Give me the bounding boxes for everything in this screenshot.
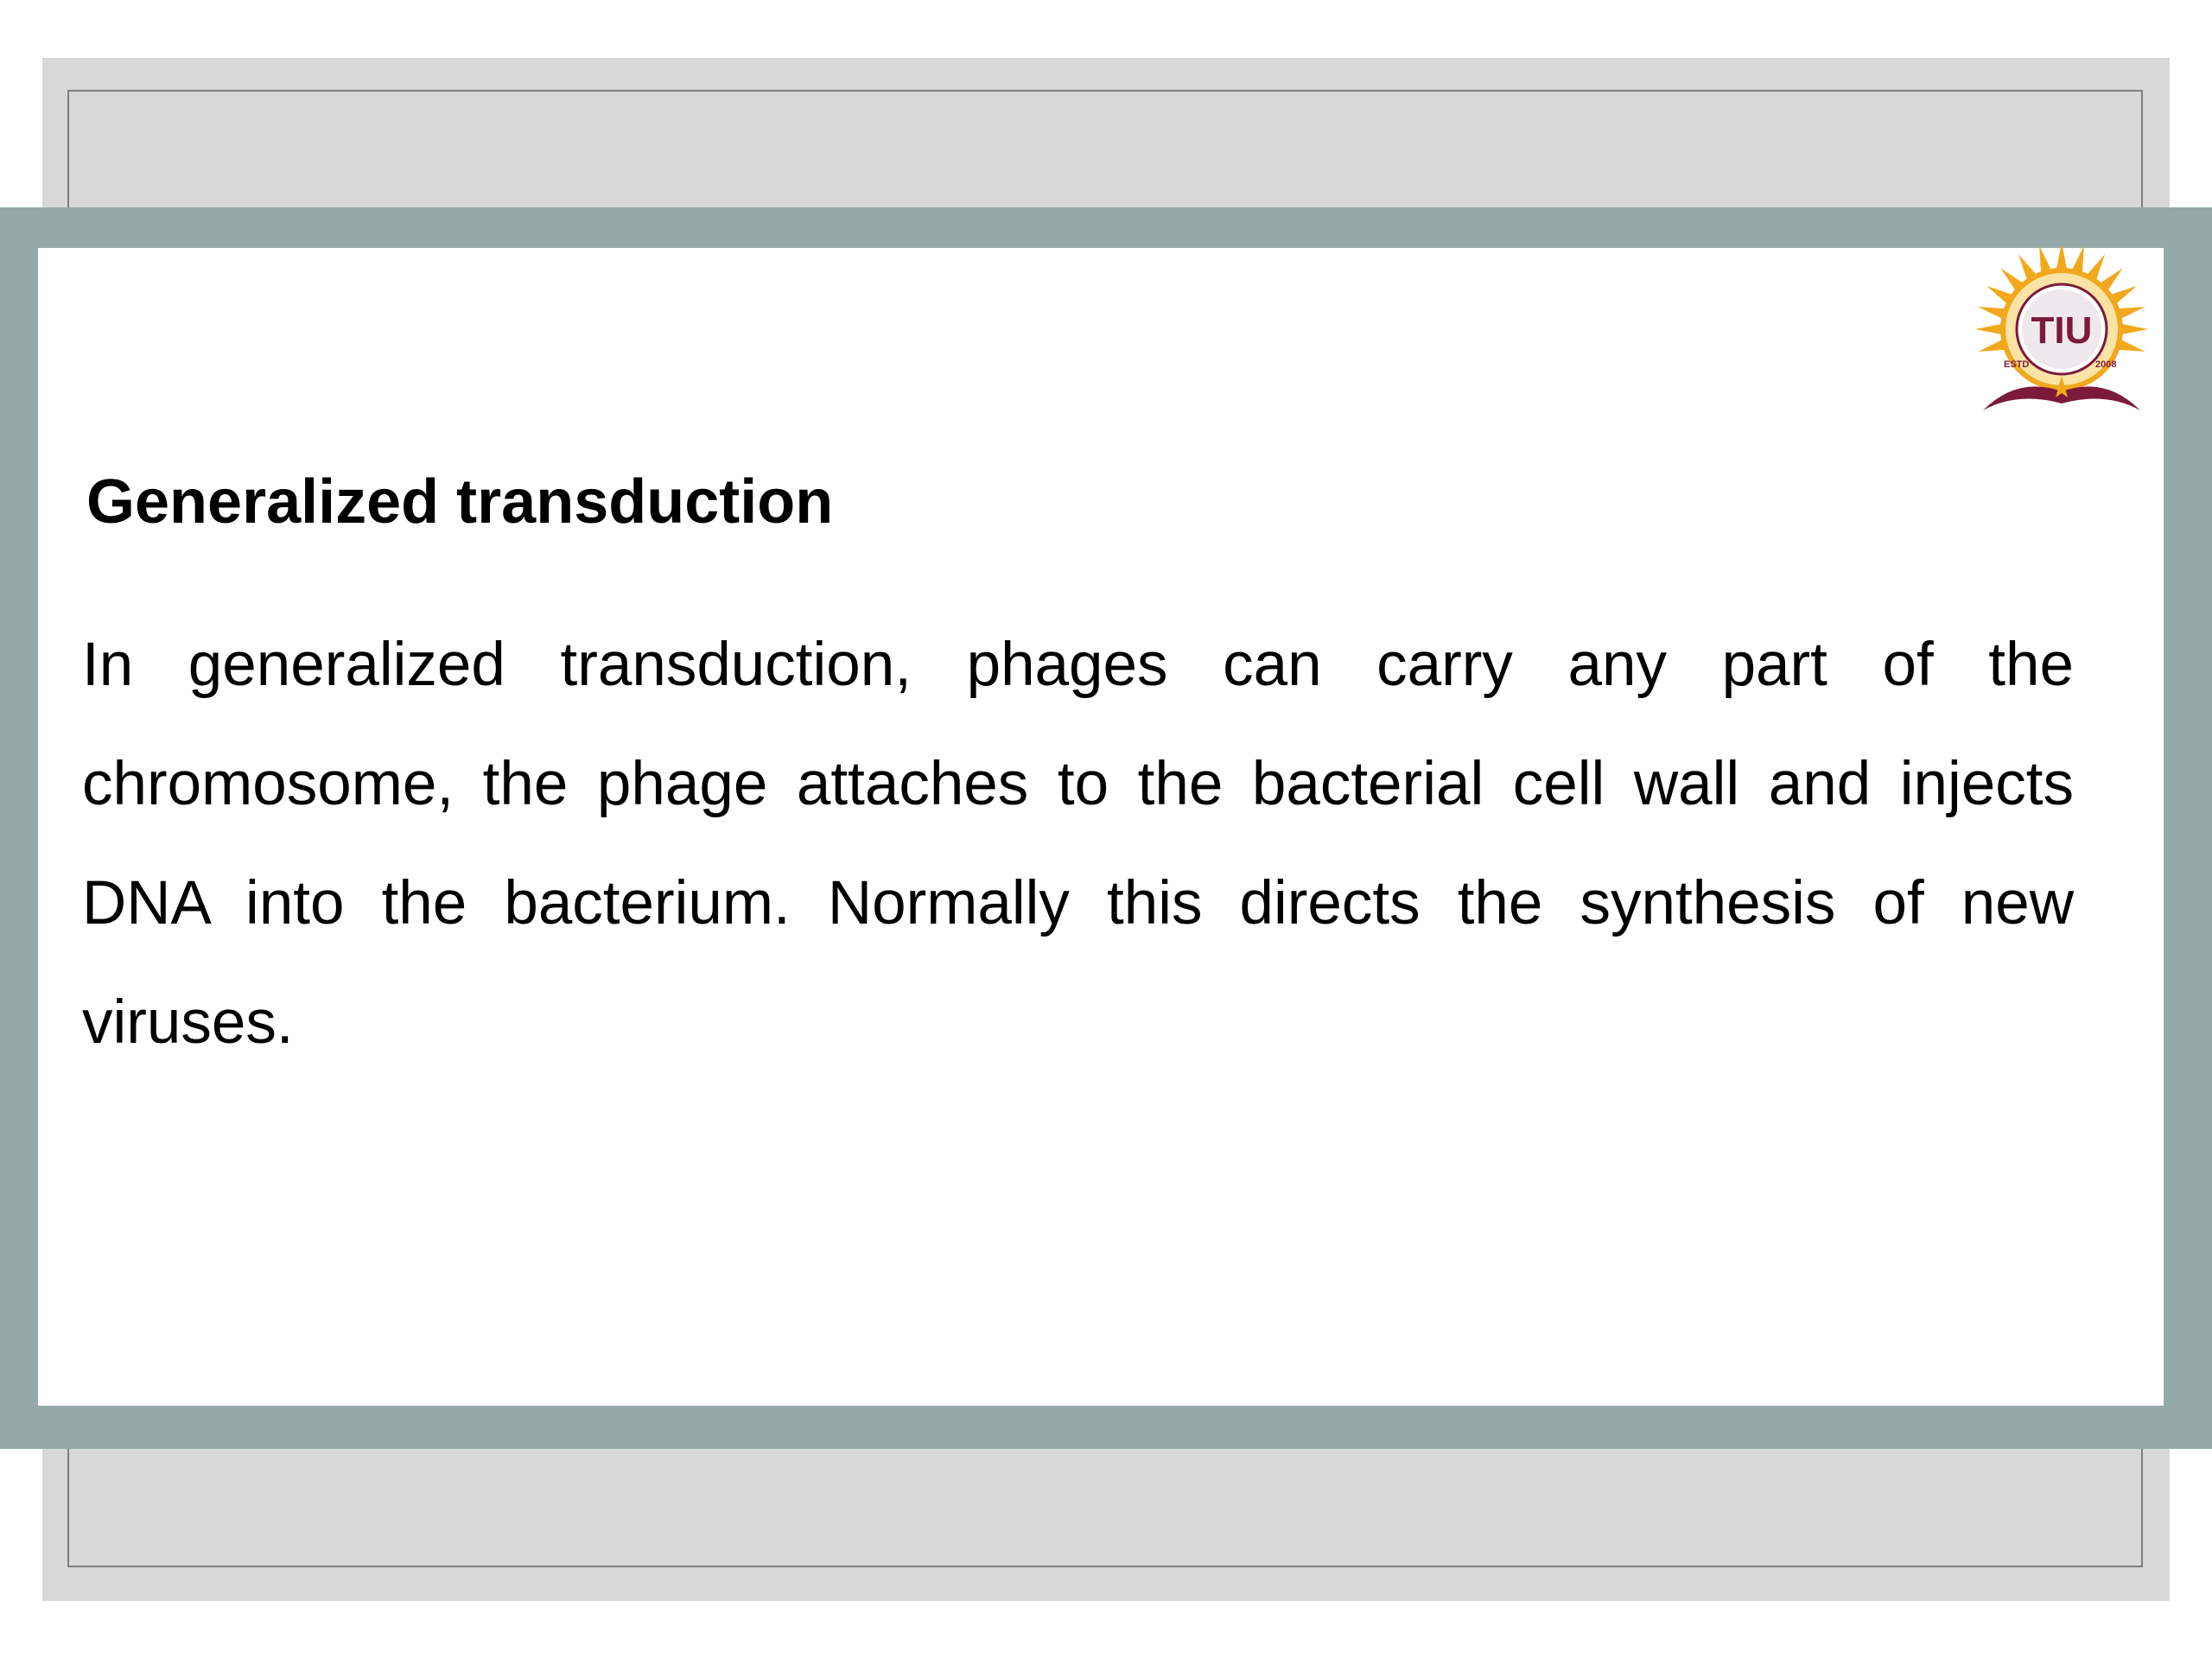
logo-text: TIU <box>2031 309 2093 352</box>
slide-title: Generalized transduction <box>86 467 834 537</box>
logo-year-text: 2008 <box>2095 359 2117 370</box>
slide-body-text: In generalized transduction, phages can carry any part of the chromosome, the phage attaches to the bacterial cell wall and injects DNA into the bacterium. Normally this directs the synthesis of new viruses. <box>82 631 2074 1057</box>
university-logo <box>1966 246 2158 429</box>
logo-estd-text: ESTD <box>2004 359 2030 370</box>
